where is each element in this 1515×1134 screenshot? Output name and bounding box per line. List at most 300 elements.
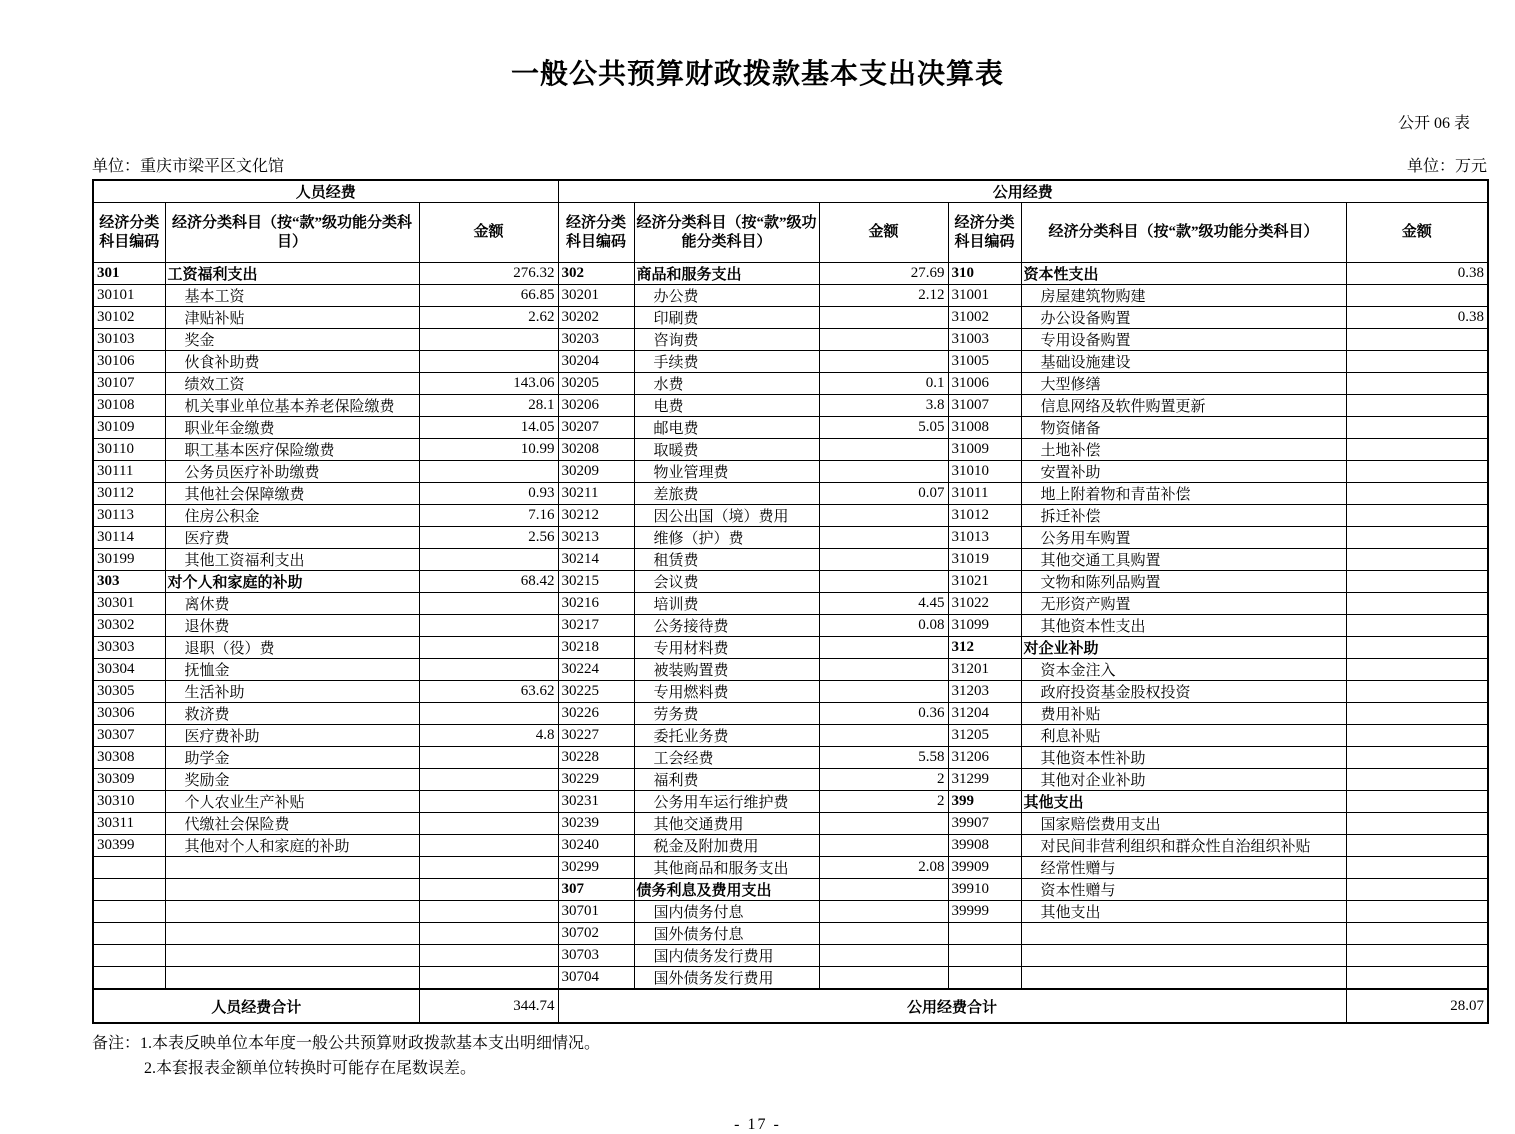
- table-row: [93, 285, 1488, 307]
- code-cell: 30309: [93, 769, 165, 791]
- amount-cell: 7.16: [419, 505, 558, 527]
- code-cell: 30110: [93, 439, 165, 461]
- amount-cell: [419, 835, 558, 857]
- table-row: [93, 527, 1488, 549]
- item-cell: 资本性赠与: [1021, 879, 1346, 901]
- amount-cell: [1346, 901, 1488, 923]
- amount-cell: [1346, 417, 1488, 439]
- item-cell: 津贴补贴: [165, 307, 419, 329]
- code-cell: 30109: [93, 417, 165, 439]
- item-cell: [1021, 923, 1346, 945]
- code-cell: 30307: [93, 725, 165, 747]
- amount-cell: [819, 945, 948, 967]
- table-row: [93, 923, 1488, 945]
- code-cell: 31206: [948, 747, 1021, 769]
- item-cell: 被装购置费: [634, 659, 819, 681]
- item-cell: [165, 857, 419, 879]
- code-cell: 39907: [948, 813, 1021, 835]
- code-cell: 30303: [93, 637, 165, 659]
- table-row: [93, 967, 1488, 990]
- item-cell: 个人农业生产补贴: [165, 791, 419, 813]
- item-cell: 办公费: [634, 285, 819, 307]
- item-cell: 其他对个人和家庭的补助: [165, 835, 419, 857]
- table-row: [93, 791, 1488, 813]
- table-row: [93, 549, 1488, 571]
- item-cell: 咨询费: [634, 329, 819, 351]
- item-cell: 代缴社会保险费: [165, 813, 419, 835]
- code-cell: 31013: [948, 527, 1021, 549]
- amount-cell: [419, 615, 558, 637]
- amount-cell: 0.07: [819, 483, 948, 505]
- amount-cell: [819, 329, 948, 351]
- amount-cell: [819, 505, 948, 527]
- table-row: [93, 681, 1488, 703]
- item-cell: 伙食补助费: [165, 351, 419, 373]
- amount-cell: 0.08: [819, 615, 948, 637]
- code-cell: 30102: [93, 307, 165, 329]
- code-cell: 31205: [948, 725, 1021, 747]
- amount-cell: [1346, 659, 1488, 681]
- amount-cell: [419, 351, 558, 373]
- amount-cell: [1346, 923, 1488, 945]
- code-cell: 30204: [558, 351, 634, 373]
- amount-cell: 2: [819, 769, 948, 791]
- item-cell: 房屋建筑物购建: [1021, 285, 1346, 307]
- table-row: [93, 879, 1488, 901]
- item-cell: 办公设备购置: [1021, 307, 1346, 329]
- code-cell: 31008: [948, 417, 1021, 439]
- item-cell: 职业年金缴费: [165, 417, 419, 439]
- amount-cell: [1346, 549, 1488, 571]
- note-text-2: 2.本套报表金额单位转换时可能存在尾数误差。: [144, 1059, 477, 1077]
- amount-cell: 14.05: [419, 417, 558, 439]
- amount-cell: [419, 791, 558, 813]
- item-cell: 奖金: [165, 329, 419, 351]
- item-cell: 其他交通工具购置: [1021, 549, 1346, 571]
- table-row: [93, 659, 1488, 681]
- code-cell: 30310: [93, 791, 165, 813]
- code-cell: 31001: [948, 285, 1021, 307]
- code-cell: 31009: [948, 439, 1021, 461]
- code-cell: 31011: [948, 483, 1021, 505]
- amount-cell: [819, 725, 948, 747]
- code-cell: 30214: [558, 549, 634, 571]
- amount-cell: 0.93: [419, 483, 558, 505]
- item-cell: 商品和服务支出: [634, 263, 819, 285]
- amount-cell: [1346, 505, 1488, 527]
- item-cell: [165, 901, 419, 923]
- code-cell: 31006: [948, 373, 1021, 395]
- code-cell: 30206: [558, 395, 634, 417]
- code-cell: 30704: [558, 967, 634, 990]
- code-cell: 307: [558, 879, 634, 901]
- item-cell: 劳务费: [634, 703, 819, 725]
- amount-cell: 2.12: [819, 285, 948, 307]
- amount-cell: [419, 703, 558, 725]
- code-cell: 31299: [948, 769, 1021, 791]
- code-cell: 30240: [558, 835, 634, 857]
- item-cell: 费用补贴: [1021, 703, 1346, 725]
- code-cell: 31021: [948, 571, 1021, 593]
- item-cell: 公务员医疗补助缴费: [165, 461, 419, 483]
- amount-cell: [1346, 769, 1488, 791]
- code-cell: 30212: [558, 505, 634, 527]
- item-cell: 物业管理费: [634, 461, 819, 483]
- personnel-total-label: 人员经费合计: [93, 989, 419, 1023]
- code-cell: 30202: [558, 307, 634, 329]
- code-cell: 30301: [93, 593, 165, 615]
- table-row: [93, 747, 1488, 769]
- code-cell: 30114: [93, 527, 165, 549]
- amount-cell: 63.62: [419, 681, 558, 703]
- code-cell: 30299: [558, 857, 634, 879]
- amount-cell: [419, 923, 558, 945]
- amount-cell: 0.1: [819, 373, 948, 395]
- item-cell: 其他社会保障缴费: [165, 483, 419, 505]
- item-cell: 差旅费: [634, 483, 819, 505]
- amount-cell: 4.8: [419, 725, 558, 747]
- item-cell: 土地补偿: [1021, 439, 1346, 461]
- notes-label: 备注：: [92, 1035, 141, 1052]
- code-cell: 30231: [558, 791, 634, 813]
- amount-cell: [1346, 681, 1488, 703]
- item-cell: 专用设备购置: [1021, 329, 1346, 351]
- item-cell: 其他资本性补助: [1021, 747, 1346, 769]
- code-cell: 30306: [93, 703, 165, 725]
- amount-cell: 27.69: [819, 263, 948, 285]
- amount-cell: [819, 901, 948, 923]
- form-code-label: 公开 06 表: [1397, 115, 1470, 132]
- amount-cell: [1346, 747, 1488, 769]
- item-cell: 文物和陈列品购置: [1021, 571, 1346, 593]
- code-cell: 31203: [948, 681, 1021, 703]
- amount-cell: [1346, 615, 1488, 637]
- code-cell: 312: [948, 637, 1021, 659]
- item-cell: 税金及附加费用: [634, 835, 819, 857]
- item-cell: 债务利息及费用支出: [634, 879, 819, 901]
- amount-cell: [419, 945, 558, 967]
- amount-cell: [819, 351, 948, 373]
- code-cell: 30103: [93, 329, 165, 351]
- amount-cell: [1346, 637, 1488, 659]
- item-cell: 退职（役）费: [165, 637, 419, 659]
- code-cell: 30112: [93, 483, 165, 505]
- table-body: [93, 263, 1488, 990]
- table-row: [93, 835, 1488, 857]
- code-cell: 30217: [558, 615, 634, 637]
- code-cell: 302: [558, 263, 634, 285]
- code-cell: 31204: [948, 703, 1021, 725]
- item-cell: 取暖费: [634, 439, 819, 461]
- item-cell: 会议费: [634, 571, 819, 593]
- amount-cell: 0.38: [1346, 307, 1488, 329]
- org-unit-label: 单位：重庆市梁平区文化馆: [92, 158, 285, 175]
- item-cell: 助学金: [165, 747, 419, 769]
- amount-cell: [1346, 461, 1488, 483]
- amount-cell: [419, 813, 558, 835]
- item-cell: 离休费: [165, 593, 419, 615]
- item-cell: 国外债务付息: [634, 923, 819, 945]
- amount-cell: 10.99: [419, 439, 558, 461]
- item-cell: 其他工资福利支出: [165, 549, 419, 571]
- code-cell: [93, 857, 165, 879]
- item-cell: 救济费: [165, 703, 419, 725]
- amount-cell: [1346, 703, 1488, 725]
- table-row: [93, 571, 1488, 593]
- page-number: - 17 -: [734, 1115, 781, 1133]
- amount-cell: [1346, 725, 1488, 747]
- table-row: [93, 813, 1488, 835]
- code-cell: 301: [93, 263, 165, 285]
- amount-cell: 5.05: [819, 417, 948, 439]
- item-cell: 抚恤金: [165, 659, 419, 681]
- col-header-code-2: 经济分类科目编码: [558, 203, 634, 263]
- notes-block: [92, 1032, 1515, 1082]
- item-cell: 因公出国（境）费用: [634, 505, 819, 527]
- item-cell: 安置补助: [1021, 461, 1346, 483]
- table-row: [93, 637, 1488, 659]
- amount-cell: [419, 549, 558, 571]
- item-cell: [165, 879, 419, 901]
- code-cell: [948, 923, 1021, 945]
- table-row: [93, 703, 1488, 725]
- code-cell: 30203: [558, 329, 634, 351]
- item-cell: 资本金注入: [1021, 659, 1346, 681]
- item-cell: [165, 923, 419, 945]
- table-row: [93, 307, 1488, 329]
- item-cell: 电费: [634, 395, 819, 417]
- item-cell: 地上附着物和青苗补偿: [1021, 483, 1346, 505]
- amount-cell: [819, 923, 948, 945]
- table-row: [93, 857, 1488, 879]
- note-line: [92, 1057, 1515, 1082]
- item-cell: 对个人和家庭的补助: [165, 571, 419, 593]
- amount-cell: [819, 967, 948, 990]
- code-cell: 30226: [558, 703, 634, 725]
- code-cell: 30215: [558, 571, 634, 593]
- code-cell: 30305: [93, 681, 165, 703]
- note-text-1: 1.本表反映单位本年度一般公共预算财政拨款基本支出明细情况。: [140, 1035, 601, 1052]
- code-cell: [93, 945, 165, 967]
- amount-cell: [419, 461, 558, 483]
- table-row: [93, 615, 1488, 637]
- code-cell: 31019: [948, 549, 1021, 571]
- code-cell: 31099: [948, 615, 1021, 637]
- item-cell: 物资储备: [1021, 417, 1346, 439]
- code-cell: 30211: [558, 483, 634, 505]
- table-row: [93, 351, 1488, 373]
- code-cell: 30101: [93, 285, 165, 307]
- item-cell: 无形资产购置: [1021, 593, 1346, 615]
- item-cell: 奖励金: [165, 769, 419, 791]
- amount-cell: [819, 461, 948, 483]
- code-cell: 310: [948, 263, 1021, 285]
- amount-cell: [1346, 593, 1488, 615]
- group-header-public: 公用经费: [558, 180, 1488, 203]
- code-cell: 31005: [948, 351, 1021, 373]
- code-cell: 31010: [948, 461, 1021, 483]
- item-cell: 拆迁补偿: [1021, 505, 1346, 527]
- code-cell: 39908: [948, 835, 1021, 857]
- code-cell: [93, 879, 165, 901]
- code-cell: [93, 967, 165, 990]
- item-cell: 医疗费: [165, 527, 419, 549]
- amount-cell: [419, 857, 558, 879]
- item-cell: 医疗费补助: [165, 725, 419, 747]
- item-cell: 租赁费: [634, 549, 819, 571]
- amount-cell: 68.42: [419, 571, 558, 593]
- amount-cell: 3.8: [819, 395, 948, 417]
- amount-cell: 2.62: [419, 307, 558, 329]
- item-cell: 国外债务发行费用: [634, 967, 819, 990]
- item-cell: 绩效工资: [165, 373, 419, 395]
- code-cell: 30703: [558, 945, 634, 967]
- amount-cell: 2.56: [419, 527, 558, 549]
- code-cell: 30229: [558, 769, 634, 791]
- total-row: [93, 989, 1488, 1023]
- code-cell: 30106: [93, 351, 165, 373]
- col-header-item-2: 经济分类科目（按“款”级功能分类科目）: [634, 203, 819, 263]
- amount-cell: 0.38: [1346, 263, 1488, 285]
- item-cell: 政府投资基金股权投资: [1021, 681, 1346, 703]
- item-cell: 基础设施建设: [1021, 351, 1346, 373]
- code-cell: 30209: [558, 461, 634, 483]
- amount-cell: [1346, 835, 1488, 857]
- code-cell: 30308: [93, 747, 165, 769]
- code-cell: 303: [93, 571, 165, 593]
- code-cell: 30213: [558, 527, 634, 549]
- item-cell: 水费: [634, 373, 819, 395]
- code-cell: 31022: [948, 593, 1021, 615]
- code-cell: 31003: [948, 329, 1021, 351]
- amount-cell: [819, 681, 948, 703]
- amount-cell: [1346, 329, 1488, 351]
- amount-cell: [819, 879, 948, 901]
- amount-cell: 28.1: [419, 395, 558, 417]
- table-row: [93, 373, 1488, 395]
- public-total-label: 公用经费合计: [558, 989, 1346, 1023]
- code-cell: 30225: [558, 681, 634, 703]
- item-cell: 国内债务付息: [634, 901, 819, 923]
- code-cell: 30224: [558, 659, 634, 681]
- amount-cell: [1346, 791, 1488, 813]
- code-cell: 30208: [558, 439, 634, 461]
- table-row: [93, 417, 1488, 439]
- code-cell: 30201: [558, 285, 634, 307]
- item-cell: 公务用车运行维护费: [634, 791, 819, 813]
- col-header-item-3: 经济分类科目（按“款”级功能分类科目）: [1021, 203, 1346, 263]
- code-cell: 30107: [93, 373, 165, 395]
- table-row: [93, 945, 1488, 967]
- amount-cell: [419, 329, 558, 351]
- col-header-amount-3: 金额: [1346, 203, 1488, 263]
- amount-cell: 143.06: [419, 373, 558, 395]
- item-cell: 资本性支出: [1021, 263, 1346, 285]
- amount-cell: [1346, 945, 1488, 967]
- code-cell: 30227: [558, 725, 634, 747]
- item-cell: [1021, 945, 1346, 967]
- item-cell: 维修（护）费: [634, 527, 819, 549]
- item-cell: 国家赔偿费用支出: [1021, 813, 1346, 835]
- amount-cell: [419, 769, 558, 791]
- code-cell: 39999: [948, 901, 1021, 923]
- amount-cell: 2.08: [819, 857, 948, 879]
- code-cell: 31012: [948, 505, 1021, 527]
- code-cell: 30239: [558, 813, 634, 835]
- table-row: [93, 329, 1488, 351]
- item-cell: 其他交通费用: [634, 813, 819, 835]
- col-header-item-1: 经济分类科目（按“款”级功能分类科目）: [165, 203, 419, 263]
- item-cell: [165, 967, 419, 990]
- amount-cell: [819, 659, 948, 681]
- item-cell: 专用材料费: [634, 637, 819, 659]
- amount-cell: 0.36: [819, 703, 948, 725]
- code-cell: 30218: [558, 637, 634, 659]
- table-row: [93, 505, 1488, 527]
- amount-cell: [1346, 395, 1488, 417]
- table-row: [93, 725, 1488, 747]
- table-row: [93, 439, 1488, 461]
- amount-cell: [1346, 527, 1488, 549]
- unit-row: [92, 153, 1487, 176]
- code-cell: [948, 967, 1021, 990]
- item-cell: 基本工资: [165, 285, 419, 307]
- amount-cell: [419, 967, 558, 990]
- public-total-value: 28.07: [1346, 989, 1488, 1023]
- item-cell: 利息补贴: [1021, 725, 1346, 747]
- item-cell: 职工基本医疗保险缴费: [165, 439, 419, 461]
- code-cell: 31002: [948, 307, 1021, 329]
- amount-cell: [819, 549, 948, 571]
- amount-cell: [1346, 373, 1488, 395]
- item-cell: 其他资本性支出: [1021, 615, 1346, 637]
- item-cell: 印刷费: [634, 307, 819, 329]
- item-cell: 对民间非营利组织和群众性自治组织补贴: [1021, 835, 1346, 857]
- code-cell: 30701: [558, 901, 634, 923]
- col-header-amount-2: 金额: [819, 203, 948, 263]
- table-row: [93, 901, 1488, 923]
- table-row: [93, 395, 1488, 417]
- code-cell: 30205: [558, 373, 634, 395]
- amount-cell: [1346, 351, 1488, 373]
- table-row: [93, 483, 1488, 505]
- money-unit-label: 单位：万元: [1406, 158, 1487, 175]
- col-header-code-1: 经济分类科目编码: [93, 203, 165, 263]
- item-cell: 经常性赠与: [1021, 857, 1346, 879]
- code-cell: 31007: [948, 395, 1021, 417]
- amount-cell: [819, 571, 948, 593]
- amount-cell: [419, 747, 558, 769]
- item-cell: 其他支出: [1021, 901, 1346, 923]
- amount-cell: [819, 637, 948, 659]
- item-cell: 公务接待费: [634, 615, 819, 637]
- item-cell: 邮电费: [634, 417, 819, 439]
- amount-cell: [419, 593, 558, 615]
- column-header-row: [93, 203, 1488, 263]
- item-cell: 委托业务费: [634, 725, 819, 747]
- amount-cell: [1346, 285, 1488, 307]
- item-cell: 其他商品和服务支出: [634, 857, 819, 879]
- item-cell: 信息网络及软件购置更新: [1021, 395, 1346, 417]
- item-cell: 其他支出: [1021, 791, 1346, 813]
- item-cell: 国内债务发行费用: [634, 945, 819, 967]
- note-line: [92, 1032, 1515, 1057]
- item-cell: 机关事业单位基本养老保险缴费: [165, 395, 419, 417]
- code-cell: 39909: [948, 857, 1021, 879]
- amount-cell: [1346, 571, 1488, 593]
- code-cell: 399: [948, 791, 1021, 813]
- amount-cell: [819, 835, 948, 857]
